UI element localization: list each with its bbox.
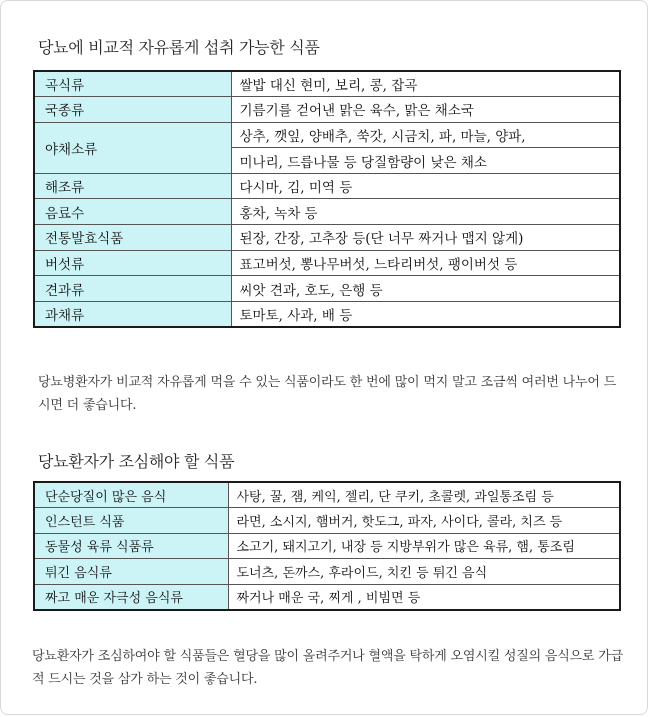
category-cell: 곡식류 xyxy=(34,71,231,97)
table-row xyxy=(34,276,620,302)
category-cell: 튀긴 음식류 xyxy=(34,559,228,585)
items-cell: 쌀밥 대신 현미, 보리, 콩, 잡곡 xyxy=(231,71,620,97)
items-cell: 도너츠, 돈까스, 후라이드, 치킨 등 튀긴 음식 xyxy=(228,559,620,585)
category-cell: 견과류 xyxy=(34,276,231,302)
category-cell: 국종류 xyxy=(34,97,231,123)
items-cell: 홍차, 녹차 등 xyxy=(231,199,620,225)
category-cell: 동물성 육류 식품류 xyxy=(34,533,228,559)
section-title-safe-foods: 당뇨에 비교적 자유롭게 섭취 가능한 식품 xyxy=(38,38,320,57)
table-row xyxy=(34,225,620,251)
items-cell: 소고기, 돼지고기, 내장 등 지방부위가 많은 육류, 햄, 통조림 xyxy=(228,533,620,559)
items-cell: 된장, 간장, 고추장 등(단 너무 짜거나 맵지 않게) xyxy=(231,225,620,251)
table-row xyxy=(34,584,620,610)
items-cell: 표고버섯, 뽕나무버섯, 느타리버섯, 팽이버섯 등 xyxy=(231,250,620,276)
safe-foods-note: 당뇨병환자가 비교적 자유롭게 먹을 수 있는 식품이라도 한 번에 많이 먹지 말고 조금씩 여러번 나누어 드시면 더 좋습니다. xyxy=(38,375,617,413)
table-row xyxy=(34,508,620,534)
category-cell: 인스턴트 식품 xyxy=(34,508,228,534)
category-cell: 음료수 xyxy=(34,199,231,225)
caution-foods-note: 당뇨환자가 조심하여야 할 식품들은 혈당을 많이 올려주거나 혈액을 탁하게 오염시킬 성질의 음식으로 가급적 드시는 것을 삼가 하는 것이 좋습니다. xyxy=(32,649,623,687)
items-cell: 기름기를 걷어낸 맑은 육수, 맑은 채소국 xyxy=(231,97,620,123)
items-cell: 다시마, 김, 미역 등 xyxy=(231,173,620,199)
section-title-caution-foods: 당뇨환자가 조심해야 할 식품 xyxy=(38,452,235,471)
category-cell: 버섯류 xyxy=(34,250,231,276)
table-row xyxy=(34,533,620,559)
table-row xyxy=(34,559,620,585)
items-cell: 상추, 깻잎, 양배추, 쑥갓, 시금치, 파, 마늘, 양파, xyxy=(231,122,620,148)
table-row xyxy=(34,71,620,97)
category-cell: 짜고 매운 자극성 음식류 xyxy=(34,584,228,610)
category-cell: 야채소류 xyxy=(34,122,231,173)
items-cell: 토마토, 사과, 배 등 xyxy=(231,301,620,327)
table-row xyxy=(34,250,620,276)
table-row xyxy=(34,482,620,508)
table-row xyxy=(34,199,620,225)
table-row xyxy=(34,173,620,199)
table-row xyxy=(34,122,620,148)
category-cell: 전통발효식품 xyxy=(34,225,231,251)
items-cell: 미나리, 드릅나물 등 당질함량이 낮은 채소 xyxy=(231,148,620,174)
category-cell: 단순당질이 많은 음식 xyxy=(34,482,228,508)
table-row xyxy=(34,97,620,123)
table-row xyxy=(34,301,620,327)
items-cell: 사탕, 꿀, 잼, 케익, 젤리, 단 쿠키, 초콜렛, 과일통조림 등 xyxy=(228,482,620,508)
category-cell: 해조류 xyxy=(34,173,231,199)
category-cell: 과채류 xyxy=(34,301,231,327)
caution-foods-table xyxy=(33,481,621,611)
items-cell: 짜거나 매운 국, 찌게 , 비빔면 등 xyxy=(228,584,620,610)
safe-foods-table xyxy=(33,70,621,328)
items-cell: 씨앗 견과, 호도, 은행 등 xyxy=(231,276,620,302)
items-cell: 라면, 소시지, 햄버거, 핫도그, 파자, 사이다, 콜라, 치즈 등 xyxy=(228,508,620,534)
